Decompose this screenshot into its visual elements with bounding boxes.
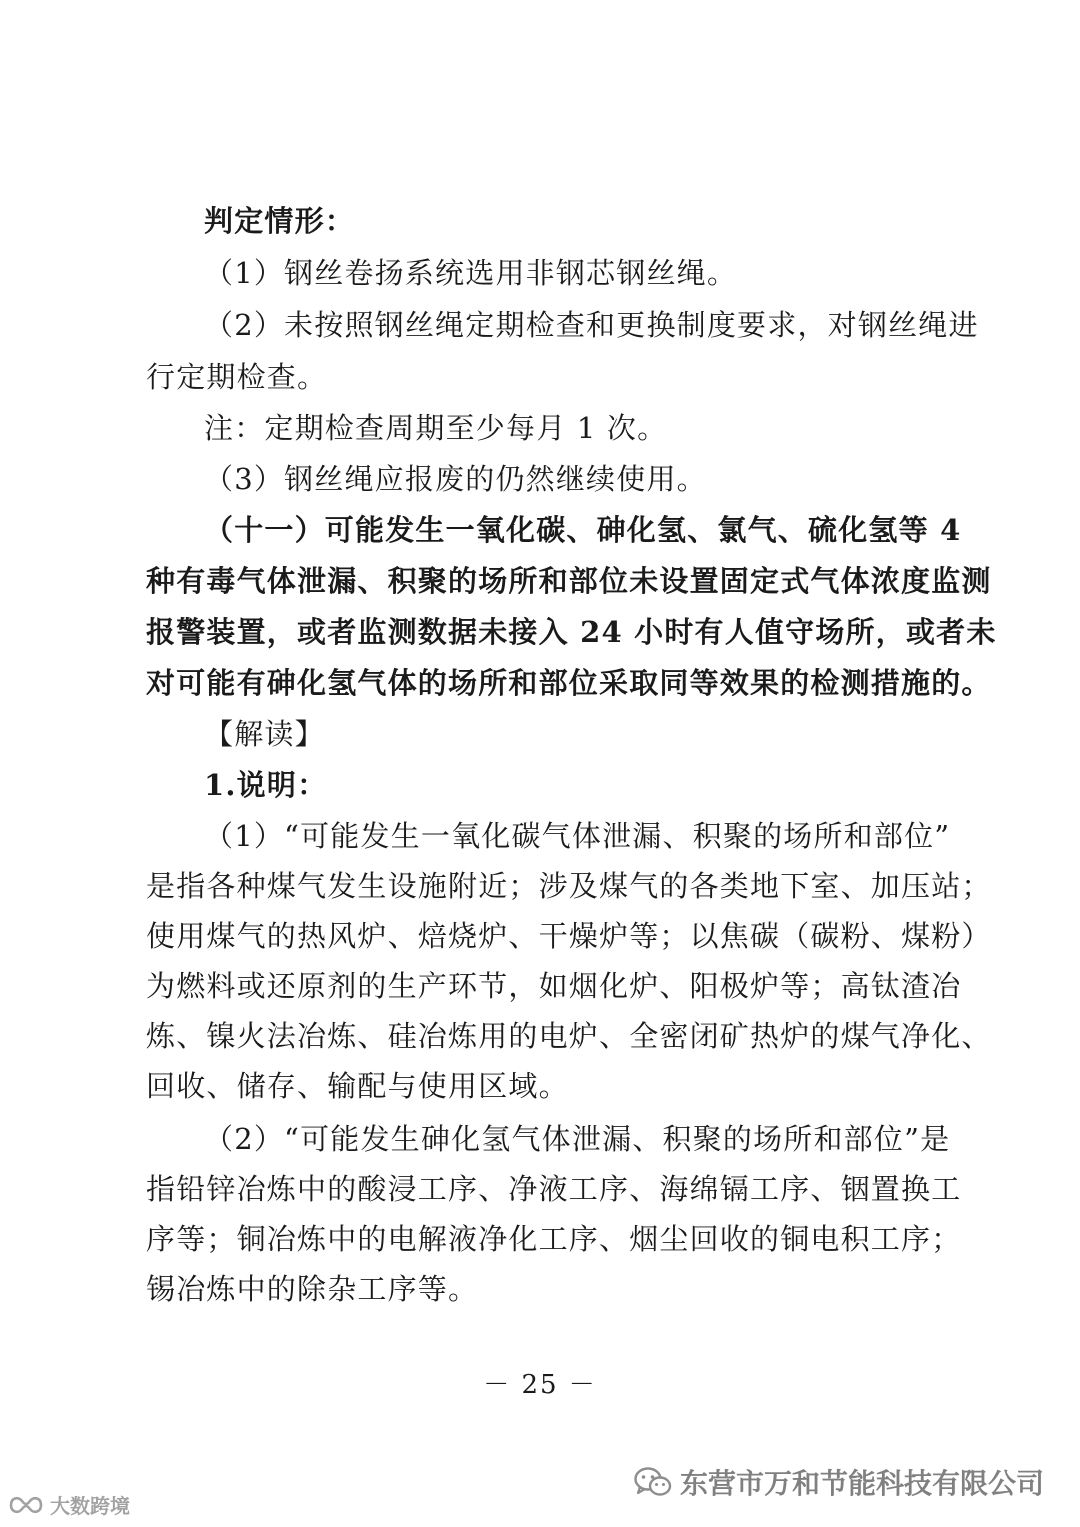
paragraph-line: （1）“可能发生一氧化碳气体泄漏、积聚的场所和部位” <box>204 819 951 853</box>
paragraph-line: 行定期检查。 <box>146 360 328 394</box>
paragraph-line: 炼、镍火法冶炼、硅冶炼用的电炉、全密闭矿热炉的煤气净化、 <box>146 1019 992 1053</box>
wechat-icon <box>634 1466 672 1498</box>
paragraph-line: （1）钢丝卷扬系统选用非钢芯钢丝绳。 <box>204 256 738 290</box>
paragraph-line: （2）未按照钢丝绳定期检查和更换制度要求，对钢丝绳进 <box>204 308 979 342</box>
paragraph-line: （3）钢丝绳应报废的仍然继续使用。 <box>204 462 707 496</box>
section-heading-line: 报警装置，或者监测数据未接入 24 小时有人值守场所，或者未 <box>146 615 997 649</box>
site-name: 大数跨境 <box>50 1494 130 1518</box>
interpretation-heading: 【解读】 <box>204 717 325 751</box>
paragraph-line: （2）“可能发生砷化氢气体泄漏、积聚的场所和部位”是 <box>204 1122 951 1156</box>
paragraph-line: 指铅锌冶炼中的酸浸工序、净液工序、海绵镉工序、铟置换工 <box>146 1172 962 1206</box>
section-heading-line: 种有毒气体泄漏、积聚的场所和部位未设置固定式气体浓度监测 <box>146 564 992 598</box>
paragraph-line: 锡冶炼中的除杂工序等。 <box>146 1272 479 1306</box>
heading-determination: 判定情形： <box>204 204 356 238</box>
section-heading-line: （十一）可能发生一氧化碳、砷化氢、氯气、硫化氢等 4 <box>204 513 962 547</box>
section-heading-line: 对可能有砷化氢气体的场所和部位采取同等效果的检测措施的。 <box>146 666 992 700</box>
paragraph-line: 回收、储存、输配与使用区域。 <box>146 1069 569 1103</box>
company-name: 东营市万和节能科技有限公司 <box>679 1467 1044 1500</box>
paragraph-line: 为燃料或还原剂的生产环节，如烟化炉、阳极炉等；高钛渣冶 <box>146 969 962 1003</box>
site-watermark <box>8 1490 130 1519</box>
paragraph-line: 是指各种煤气发生设施附近；涉及煤气的各类地下室、加压站； <box>146 869 992 903</box>
paragraph-line: 使用煤气的热风炉、焙烧炉、干燥炉等；以焦碳（碳粉、煤粉） <box>146 919 992 953</box>
company-watermark <box>634 1462 1044 1502</box>
logo-icon <box>8 1493 44 1517</box>
paragraph-line: 序等；铜冶炼中的电解液净化工序、烟尘回收的铜电积工序； <box>146 1222 962 1256</box>
subheading-explanation: 1.说明： <box>204 768 328 802</box>
note-line: 注：定期检查周期至少每月 1 次。 <box>204 411 668 445</box>
page-number: － 25 － <box>483 1370 597 1400</box>
